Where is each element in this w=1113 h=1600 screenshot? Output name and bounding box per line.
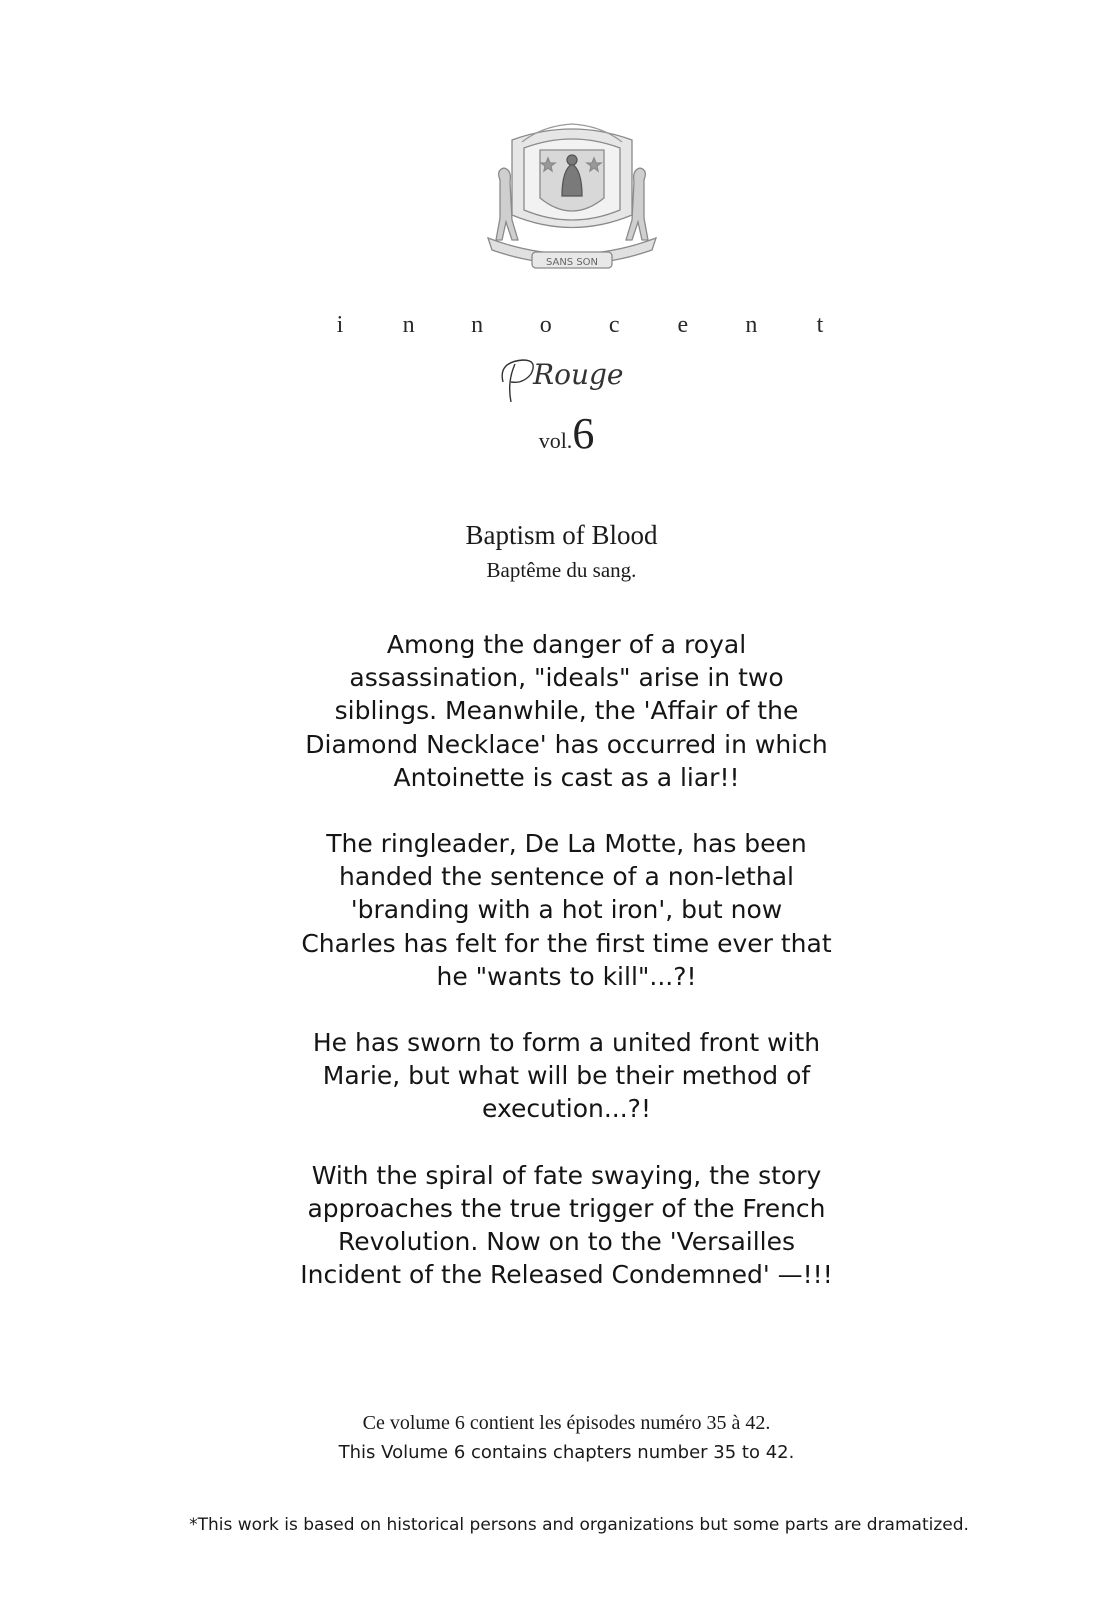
synopsis-line: assassination, "ideals" arise in two: [349, 663, 784, 693]
volume-number: [0, 408, 1113, 459]
series-title-letters: [330, 312, 830, 339]
rouge-script-logo: [493, 352, 663, 410]
synopsis-line: Marie, but what will be their method of: [322, 1061, 811, 1091]
series-letter: n: [402, 312, 415, 338]
crest-motto: SANS SON: [545, 257, 599, 268]
contents-french: Ce volume 6 contient les épisodes numéro 35 à 42.: [362, 1412, 771, 1434]
synopsis-paragraph: [20, 1159, 1113, 1292]
volume-digit: 6: [572, 409, 595, 458]
synopsis-line: 'branding with a hot iron', but now: [350, 895, 783, 925]
synopsis: [0, 628, 1113, 1324]
rouge-script-text: Rouge: [533, 358, 624, 391]
volume-contents-note: [0, 1408, 1113, 1468]
synopsis-paragraph: [20, 628, 1113, 794]
volume-title-english: Baptism of Blood: [465, 520, 658, 550]
synopsis-line: siblings. Meanwhile, the 'Affair of the: [334, 696, 799, 726]
synopsis-line: Charles has felt for the first time ever that: [301, 928, 832, 958]
series-letter: o: [539, 312, 552, 338]
synopsis-line: he "wants to kill"...?!: [436, 961, 697, 991]
disclaimer: *This work is based on historical persons and organizations but some parts are dramatized.: [189, 1515, 969, 1535]
series-letter: c: [608, 312, 620, 338]
synopsis-line: Revolution. Now on to the 'Versailles: [337, 1227, 796, 1257]
synopsis-line: With the spiral of fate swaying, the story: [311, 1160, 822, 1190]
volume-label: vol.: [538, 428, 573, 453]
synopsis-line: Incident of the Released Condemned' —!!!: [300, 1260, 833, 1290]
series-letter: n: [745, 312, 758, 338]
synopsis-line: approaches the true trigger of the French: [307, 1193, 826, 1223]
volume-title-french: Baptême du sang.: [486, 558, 637, 582]
synopsis-paragraph: [20, 827, 1113, 993]
synopsis-line: Diamond Necklace' has occurred in which: [305, 729, 828, 759]
series-letter: t: [816, 312, 824, 338]
series-letter: n: [471, 312, 484, 338]
series-letter: e: [677, 312, 689, 338]
synopsis-line: Antoinette is cast as a liar!!: [393, 762, 740, 792]
coat-of-arms-emblem: [482, 120, 662, 285]
synopsis-line: He has sworn to form a united front with: [312, 1028, 821, 1058]
synopsis-paragraph: [20, 1026, 1113, 1126]
synopsis-line: handed the sentence of a non-lethal: [339, 862, 794, 892]
contents-english: This Volume 6 contains chapters number 35 to 42.: [338, 1442, 795, 1463]
synopsis-line: Among the danger of a royal: [386, 630, 747, 659]
synopsis-line: The ringleader, De La Motte, has been: [326, 829, 807, 859]
synopsis-line: execution...?!: [482, 1094, 651, 1124]
series-letter: i: [336, 312, 344, 338]
